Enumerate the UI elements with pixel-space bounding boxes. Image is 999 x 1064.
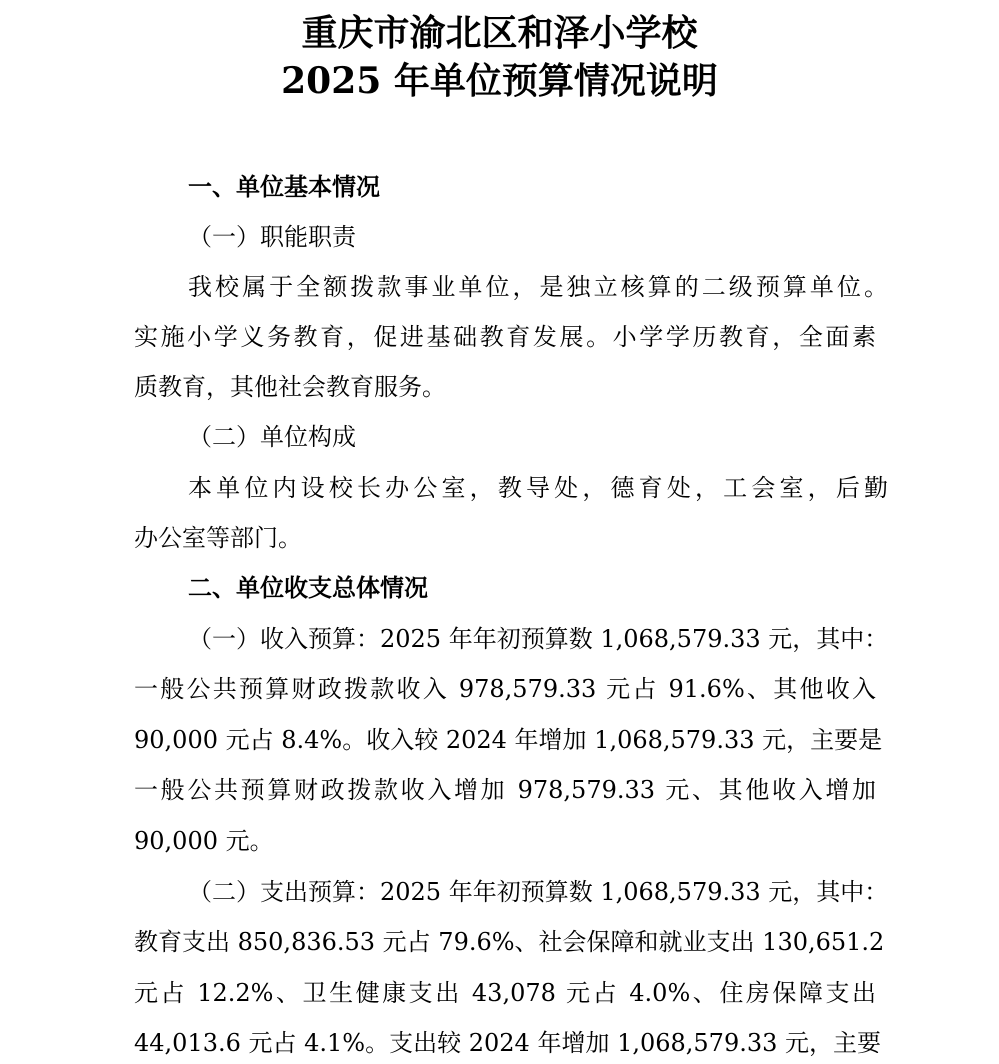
paragraph-line: 办公室等部门。 — [134, 524, 302, 552]
section-1-heading: 一、单位基本情况 — [188, 173, 380, 201]
paragraph-line: 90,000 元占 8.4%。收入较 2024 年增加 1,068,579.33 元，主要是 — [134, 726, 883, 754]
document-title-line-1: 重庆市渝北区和泽小学校 — [301, 12, 698, 54]
paragraph-line: 44,013.6 元占 4.1%。支出较 2024 年增加 1,068,579.33 元，主要 — [134, 1029, 882, 1057]
paragraph-line: 我校属于全额拨款事业单位，是独立核算的二级预算单位。 — [188, 273, 888, 301]
paragraph-line: 一般公共预算财政拨款收入增加 978,579.33 元、其他收入增加 — [134, 776, 876, 804]
paragraph-line: 质教育，其他社会教育服务。 — [134, 373, 446, 401]
paragraph-line: （一）收入预算：2025 年年初预算数 1,068,579.33 元，其中： — [188, 625, 889, 653]
section-1-sub-1-heading: （一）职能职责 — [188, 223, 356, 251]
section-1-sub-2-heading: （二）单位构成 — [188, 423, 356, 451]
paragraph-line: 教育支出 850,836.53 元占 79.6%、社会保障和就业支出 130,651.2 — [134, 928, 885, 956]
section-2-heading: 二、单位收支总体情况 — [188, 574, 428, 602]
paragraph-line: 一般公共预算财政拨款收入 978,579.33 元占 91.6%、其他收入 — [134, 675, 876, 703]
paragraph-line: 实施小学义务教育，促进基础教育发展。小学学历教育，全面素 — [134, 323, 876, 351]
paragraph-line: 90,000 元。 — [134, 827, 274, 855]
paragraph-line: （二）支出预算：2025 年年初预算数 1,068,579.33 元，其中： — [188, 878, 889, 906]
document-title-line-2: 2025 年单位预算情况说明 — [281, 60, 718, 102]
paragraph-line: 元占 12.2%、卫生健康支出 43,078 元占 4.0%、住房保障支出 — [134, 979, 876, 1007]
paragraph-line: 本单位内设校长办公室，教导处，德育处，工会室，后勤 — [188, 474, 888, 502]
